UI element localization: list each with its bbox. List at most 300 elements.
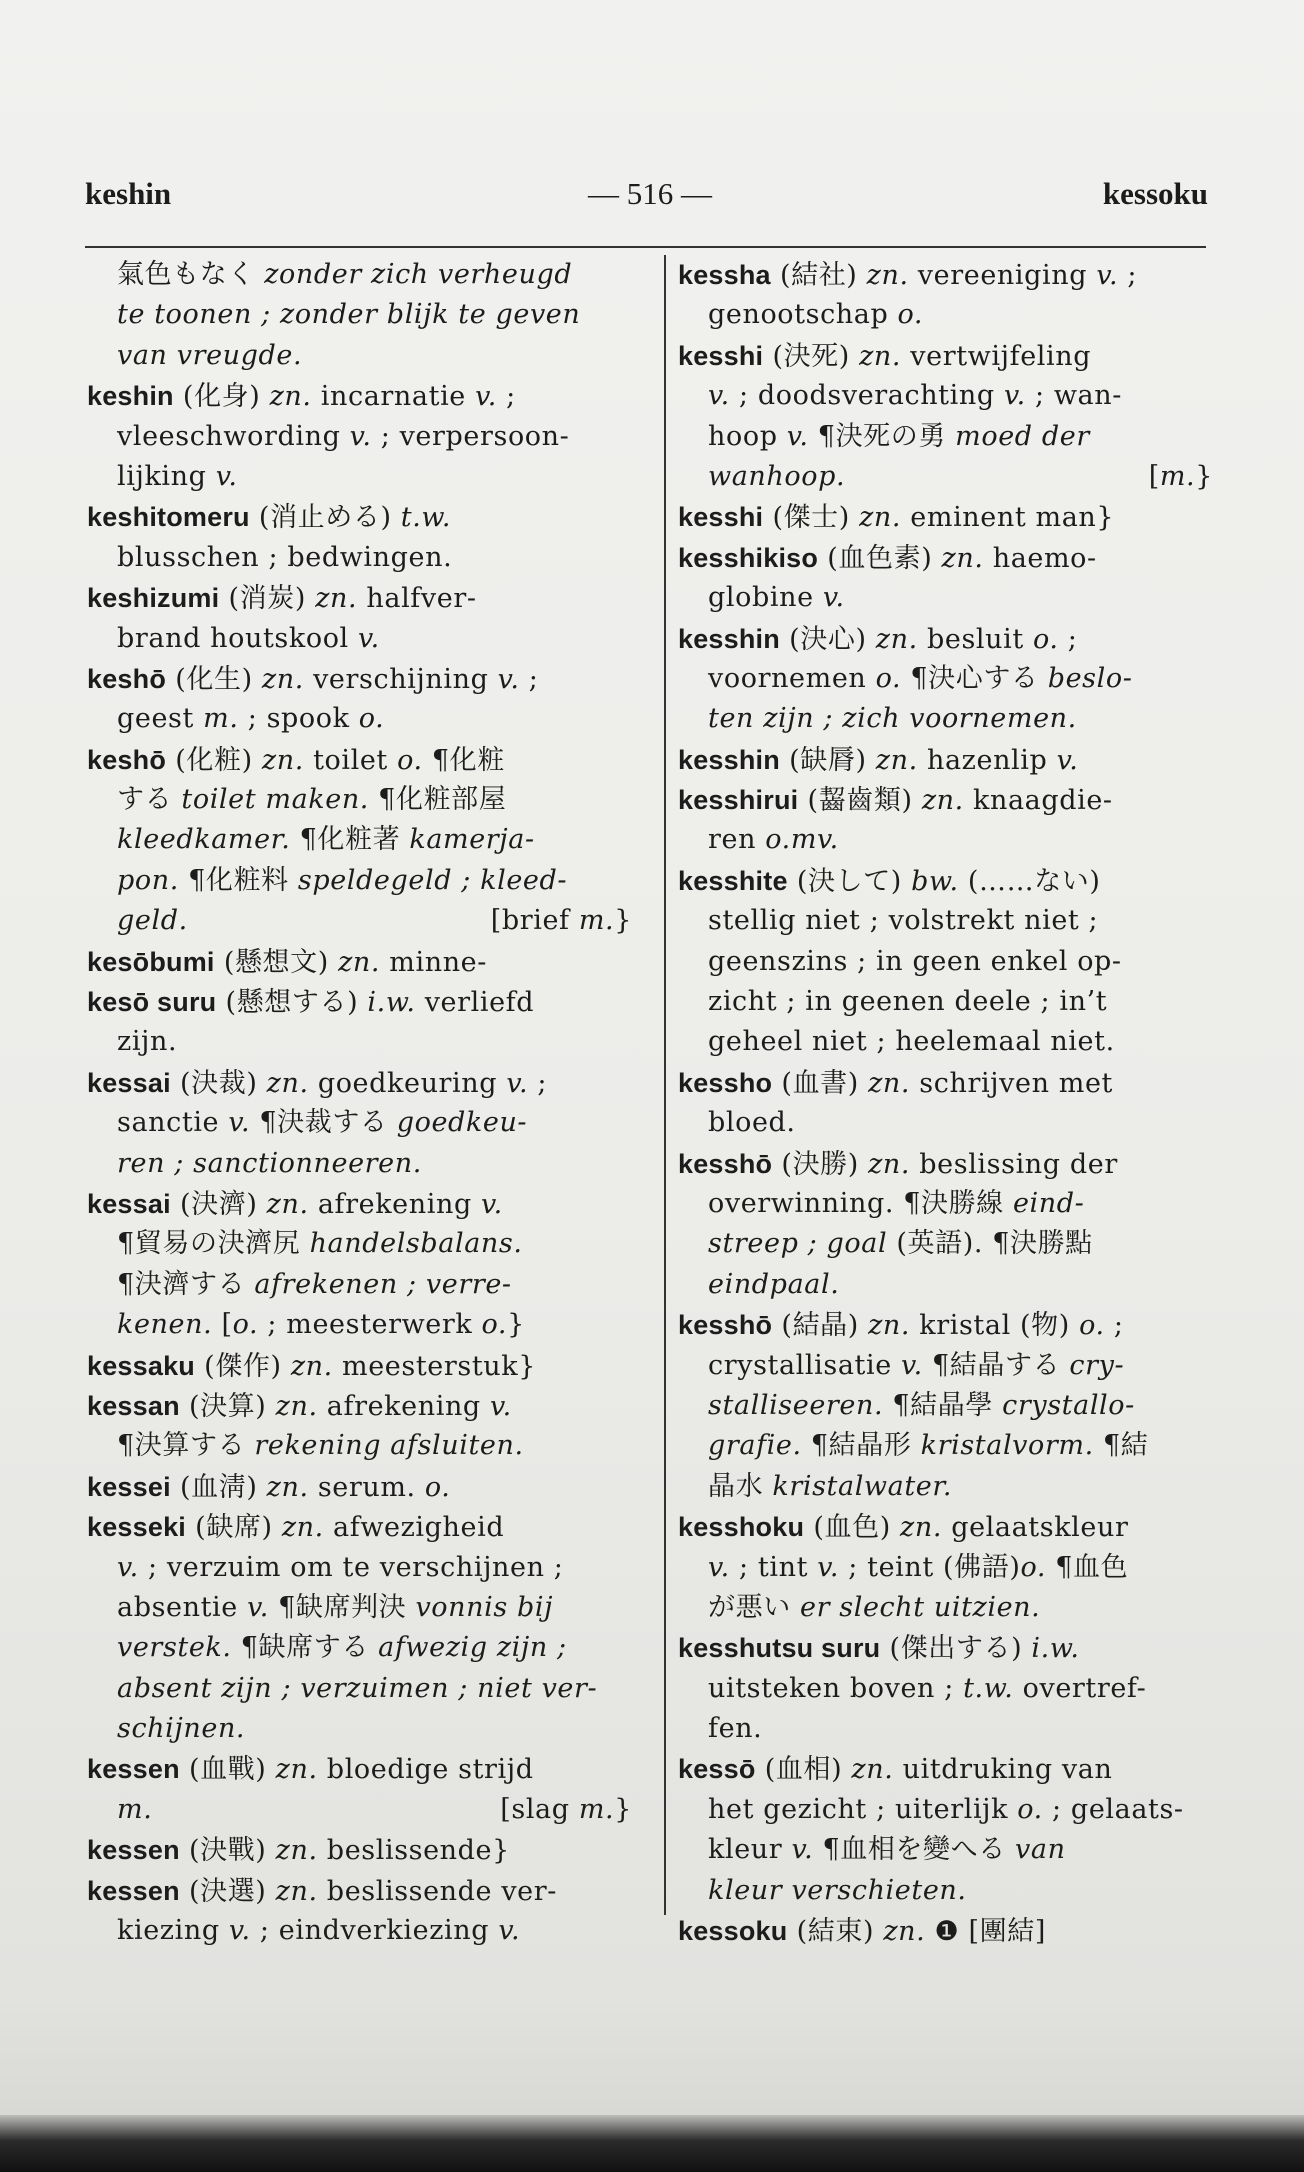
italic-text: o. <box>1079 1310 1105 1342</box>
entry-text: ¶缺席判決 <box>268 1591 416 1623</box>
entry-text: (……ない) <box>958 865 1101 897</box>
entry-continuation-line <box>87 1669 632 1709</box>
entry-text: (缺席) <box>186 1512 282 1544</box>
headword: kessen <box>87 1754 180 1785</box>
entry-text: uitdruking van <box>893 1754 1113 1786</box>
entry-continuation-line <box>87 780 632 820</box>
entry-text: toilet <box>303 744 398 776</box>
entry-text: ¶化粧著 <box>290 824 410 856</box>
entry-text: ; gelaats- <box>1042 1793 1184 1825</box>
entry-continuation-line <box>87 1426 632 1466</box>
entry-text: ; wan- <box>1025 380 1122 412</box>
italic-text: kristalwater. <box>772 1470 953 1502</box>
italic-text: v. <box>506 1067 529 1099</box>
entry-continuation-line <box>678 1103 1213 1143</box>
italic-text: ten zijn ; zich voornemen. <box>708 703 1077 735</box>
entry-line <box>678 1144 1213 1184</box>
entry-text: ; <box>528 1067 548 1099</box>
entry-text: ¶化粧部屋 <box>369 784 507 816</box>
entry-line <box>87 1346 632 1386</box>
italic-text: v. <box>228 1915 251 1947</box>
entry-continuation-line <box>87 1224 632 1264</box>
italic-text: schijnen. <box>117 1713 246 1745</box>
entry-continuation-line <box>678 295 1213 335</box>
headword: kessha <box>678 260 771 290</box>
italic-text: kenen. <box>117 1309 213 1341</box>
italic-text: zn. <box>875 623 918 655</box>
entry-line <box>678 255 1213 295</box>
italic-text: zn. <box>866 260 909 291</box>
italic-text: zn. <box>269 381 312 413</box>
italic-text: er slecht uitzien. <box>799 1591 1041 1623</box>
italic-text: zn. <box>859 340 902 372</box>
italic-text: v. <box>215 460 238 492</box>
italic-text: zonder zich verheugd <box>264 259 573 290</box>
headword: kesshin <box>678 744 780 775</box>
entry-text: ¶血色 <box>1046 1551 1129 1583</box>
entry-text: (結社) <box>770 260 867 291</box>
italic-text: grafie. <box>708 1430 802 1462</box>
entry-text: (結晶) <box>772 1310 869 1342</box>
entry-text: ¶結晶する <box>922 1349 1070 1381</box>
entry-text: het gezicht ; uiterlijk <box>708 1793 1018 1825</box>
italic-text: v. <box>901 1349 923 1381</box>
entry-text: meesterstuk} <box>332 1350 537 1382</box>
headword: keshō <box>87 663 167 694</box>
italic-text: m. <box>1159 460 1196 492</box>
italic-text: ren ; sanctionneeren. <box>117 1147 422 1179</box>
headword: keshō <box>87 744 167 775</box>
entry-text: が悪い <box>708 1591 800 1623</box>
entry-text: (結束) <box>787 1916 884 1948</box>
entry-text: } <box>1195 460 1213 492</box>
italic-text: zn. <box>266 1471 309 1503</box>
headword: kesshō <box>678 1148 773 1179</box>
italic-text: wanhoop. <box>708 460 846 492</box>
entry-text: ¶結晶形 <box>801 1430 921 1462</box>
entry-text: ; <box>1104 1310 1124 1342</box>
italic-text: zn. <box>261 744 304 776</box>
entry-continuation-line <box>678 1830 1213 1870</box>
entry-text: (決算) <box>179 1390 276 1422</box>
entry-continuation-line <box>87 1144 632 1184</box>
italic-text: zn. <box>875 744 918 776</box>
entry-text: (化生) <box>166 663 262 695</box>
headword: kessō <box>678 1754 756 1785</box>
entry-text: (決心) <box>779 623 876 655</box>
italic-text: van <box>1015 1834 1066 1866</box>
left-column <box>87 255 632 1951</box>
entry-text: ¶缺席する <box>231 1632 379 1664</box>
entry-text: besluit <box>917 623 1033 655</box>
entry-text: haemo- <box>983 542 1097 574</box>
entry-text: (傑士) <box>763 502 860 534</box>
entry-continuation-line <box>678 699 1213 739</box>
bracket-continuation <box>500 1790 632 1830</box>
headword: kesshite <box>678 865 788 896</box>
entry-text: sanctie <box>117 1107 229 1139</box>
page-number: — 516 — <box>588 176 712 211</box>
entry-continuation-line <box>87 538 632 578</box>
italic-text: pon. <box>117 864 179 896</box>
entry-text: goedkeuring <box>308 1067 507 1099</box>
entry-text: serum. <box>308 1471 425 1503</box>
headword: kessho <box>678 1067 773 1098</box>
entry-text: ¶決濟する <box>117 1268 255 1300</box>
entry-continuation-line <box>678 1265 1213 1305</box>
italic-text: zn. <box>275 1754 318 1786</box>
entry-continuation-line <box>678 1022 1213 1062</box>
entry-text: (齧齒類) <box>798 785 922 817</box>
entry-text: vertwijfeling <box>901 340 1092 372</box>
entry-text: overtref- <box>1013 1672 1147 1704</box>
entry-continuation-line <box>87 1709 632 1749</box>
bracket-continuation <box>491 901 632 941</box>
entry-continuation-line <box>87 457 632 497</box>
italic-text: afwezig zijn ; <box>378 1632 567 1664</box>
entry-text: beslissende ver- <box>317 1875 557 1907</box>
entry-continuation-line <box>87 1265 632 1305</box>
entry-continuation-line <box>678 376 1213 416</box>
entry-line <box>678 1749 1213 1789</box>
entry-text: (化身) <box>173 381 270 413</box>
entry-text: ¶結 <box>1093 1430 1149 1462</box>
entry-text: geest <box>117 703 204 735</box>
entry-text: kleur <box>708 1834 792 1866</box>
entry-text: 晶水 <box>708 1470 773 1502</box>
column-divider <box>664 255 666 1915</box>
entry-line <box>87 497 632 537</box>
entry-continuation-line <box>678 1709 1213 1749</box>
italic-text: streep ; goal <box>708 1228 888 1260</box>
entry-text: brand houtskool <box>117 622 358 654</box>
italic-text: cry- <box>1069 1349 1125 1381</box>
entry-text: afrekening <box>317 1390 491 1422</box>
italic-text: toilet maken. <box>181 784 369 816</box>
headword: keshitomeru <box>87 502 250 533</box>
page-bottom-edge <box>0 2115 1304 2172</box>
italic-text: te toonen ; zonder blijk te geven <box>117 299 581 331</box>
entry-continuation-line <box>87 1548 632 1588</box>
headword: kesshi <box>678 502 764 533</box>
entry-text: beslissing der <box>910 1148 1118 1180</box>
italic-text: zn. <box>261 663 304 695</box>
entry-line <box>87 578 632 618</box>
italic-text: kleedkamer. <box>117 824 291 856</box>
italic-text: t.w. <box>400 502 452 534</box>
italic-text: bw. <box>911 865 959 897</box>
entry-line <box>87 1467 632 1507</box>
headword: kessei <box>87 1471 171 1502</box>
entry-text: beslissende} <box>317 1835 510 1867</box>
italic-text: v. <box>228 1107 251 1139</box>
entry-text: [brief <box>490 905 579 937</box>
entry-continuation-line <box>678 1386 1213 1426</box>
entry-text: hazenlip <box>917 744 1057 776</box>
italic-text: van vreugde. <box>117 339 303 371</box>
entry-text: (決裁) <box>170 1067 267 1099</box>
entry-continuation-line <box>678 1467 1213 1507</box>
entry-text: zicht ; in geenen deele ; in’t <box>708 986 1108 1018</box>
entry-text: ; eindverkiezing <box>250 1915 499 1947</box>
italic-text: v. <box>791 1834 814 1866</box>
entry-text: afwezigheid <box>323 1512 505 1544</box>
entry-text: (血戰) <box>179 1754 276 1786</box>
entry-continuation-line <box>678 901 1213 941</box>
entry-continuation-line <box>678 1224 1213 1264</box>
entry-line <box>87 659 632 699</box>
italic-text: o. <box>1017 1793 1043 1825</box>
entry-text: ; spook <box>238 703 359 735</box>
entry-continuation-line <box>678 1871 1213 1911</box>
entry-text: (消炭) <box>219 583 316 615</box>
headword: kesseki <box>87 1512 186 1543</box>
entry-text: (決して) <box>787 865 912 897</box>
entry-continuation-line <box>678 417 1213 457</box>
entry-text: lijking <box>117 460 216 492</box>
entry-text: voornemen <box>708 662 876 694</box>
entry-text: ¶結晶學 <box>883 1389 1003 1421</box>
headword: kessoku <box>678 1916 788 1947</box>
entry-continuation-line <box>678 1669 1213 1709</box>
entry-text: ; tint <box>729 1551 818 1583</box>
italic-text: zn. <box>275 1390 318 1422</box>
italic-text: zn. <box>266 1067 309 1099</box>
headword: kessan <box>87 1390 180 1421</box>
italic-text: zn. <box>859 502 902 534</box>
italic-text: v. <box>117 1551 139 1583</box>
italic-text: speldegeld ; kleed- <box>297 864 568 896</box>
headword: kesshikiso <box>678 542 819 573</box>
italic-text: i.w. <box>367 987 416 1019</box>
entry-continuation-line <box>678 1426 1213 1466</box>
headword: kessaku <box>87 1350 195 1381</box>
entry-continuation-line <box>87 1022 632 1062</box>
entry-text: ; verpersoon- <box>371 420 570 452</box>
italic-text: o. <box>397 744 423 776</box>
italic-text: kamerja- <box>409 824 535 856</box>
headword: kesshoku <box>678 1512 805 1543</box>
entry-text: (懸想する) <box>216 987 368 1019</box>
entry-continuation-line <box>678 1184 1213 1224</box>
entry-text: (化粧) <box>166 744 262 776</box>
italic-text: o. <box>424 1471 451 1503</box>
entry-continuation-line <box>678 578 1213 618</box>
entry-text: stellig niet ; volstrekt niet ; <box>708 905 1099 937</box>
entry-continuation-line <box>678 1548 1213 1588</box>
italic-text: v. <box>708 1551 730 1583</box>
italic-text: vonnis bij <box>415 1591 554 1623</box>
entry-text: ¶決死の勇 <box>808 420 956 452</box>
entry-continuation-line <box>678 942 1213 982</box>
italic-text: v. <box>786 420 809 452</box>
entry-text: (血相) <box>755 1754 852 1786</box>
entry-text: knaagdie- <box>963 785 1113 817</box>
entry-line <box>678 1507 1213 1547</box>
headword: keshin <box>87 381 174 412</box>
entry-text: fen. <box>708 1713 763 1745</box>
italic-text: v. <box>708 380 730 412</box>
italic-text: rekening afsluiten. <box>254 1430 524 1462</box>
entry-text: 氣色もなく <box>117 259 265 290</box>
italic-text: zn. <box>315 583 358 615</box>
italic-text: m. <box>117 1793 153 1825</box>
italic-text: i.w. <box>1031 1633 1080 1665</box>
entry-line <box>678 1305 1213 1345</box>
headword: kesshutsu suru <box>678 1633 881 1664</box>
headword: kesshin <box>678 623 780 654</box>
entry-text: ; <box>519 663 539 695</box>
italic-text: zn. <box>921 785 964 817</box>
entry-text: eminent man} <box>901 502 1115 534</box>
entry-text: ; verzuim om te verschijnen ; <box>138 1551 564 1583</box>
italic-text: v. <box>490 1390 512 1422</box>
entry-text: (缺脣) <box>779 744 876 776</box>
entry-text: ; teint (佛語) <box>839 1551 1021 1583</box>
entry-text: ¶化粧 <box>422 744 505 776</box>
italic-text: afrekenen ; verre- <box>254 1268 512 1300</box>
entry-text: ¶決心する <box>901 662 1048 694</box>
italic-text: o. <box>1033 623 1059 655</box>
entry-text: (血色素) <box>818 542 942 574</box>
entry-text: [ <box>212 1309 233 1341</box>
entry-text: ren <box>708 824 766 856</box>
italic-text: v. <box>498 1915 521 1947</box>
entry-continuation-line <box>87 417 632 457</box>
entry-text: incarnatie <box>311 381 476 413</box>
italic-text: zn. <box>275 1875 318 1907</box>
entry-continuation-line <box>87 1911 632 1951</box>
entry-text: globine <box>708 582 823 614</box>
headword: kesshi <box>678 340 764 371</box>
italic-text: zn. <box>290 1350 333 1382</box>
entry-text: (決濟) <box>170 1188 267 1220</box>
entry-line <box>678 538 1213 578</box>
entry-line <box>678 780 1213 820</box>
italic-text: v. <box>822 582 845 614</box>
italic-text: v. <box>497 663 520 695</box>
italic-text: v. <box>1003 380 1026 412</box>
entry-text: ; <box>496 381 516 413</box>
entry-line <box>678 740 1213 780</box>
italic-text: v. <box>817 1551 840 1583</box>
italic-text: o. <box>481 1309 508 1341</box>
entry-continuation-line <box>678 457 1213 497</box>
italic-text: zn. <box>883 1916 926 1948</box>
entry-continuation-line <box>87 255 632 295</box>
italic-text: zn. <box>266 1188 309 1220</box>
italic-text: zn. <box>868 1310 911 1342</box>
entry-line <box>87 1871 632 1911</box>
entry-text: ¶血相を變へる <box>813 1834 1016 1866</box>
entry-text: uitsteken boven ; <box>708 1672 964 1704</box>
entry-text: ¶貿易の決濟尻 <box>117 1228 310 1260</box>
entry-text: schrijven met <box>910 1067 1113 1099</box>
entry-line <box>87 1386 632 1426</box>
entry-text: hoop <box>708 420 787 452</box>
italic-text: zn. <box>868 1148 911 1180</box>
entry-text: zijn. <box>117 1026 178 1058</box>
entry-text: (決勝) <box>772 1148 869 1180</box>
italic-text: o. <box>358 703 385 735</box>
entry-text: ¶決算する <box>117 1430 255 1462</box>
running-header <box>0 176 1304 226</box>
entry-text: する <box>117 784 182 816</box>
italic-text: zn. <box>941 542 984 574</box>
italic-text: v. <box>357 622 380 654</box>
italic-text: o. <box>897 299 924 331</box>
headword: kessai <box>87 1188 171 1219</box>
headword: kesō suru <box>87 987 217 1018</box>
entry-text: ❶ [團結] <box>925 1916 1046 1948</box>
entry-line <box>678 1628 1213 1668</box>
entry-text: ¶化粧料 <box>178 864 298 896</box>
entry-text: (血色) <box>804 1512 901 1544</box>
entry-continuation-line <box>678 659 1213 699</box>
italic-text: verstek. <box>117 1632 232 1664</box>
italic-text: crystallo- <box>1002 1389 1135 1421</box>
italic-text: v. <box>349 420 372 452</box>
entry-text: bloedige strijd <box>317 1754 534 1786</box>
entry-continuation-line <box>87 1305 632 1345</box>
entry-line <box>87 1830 632 1870</box>
italic-text: v. <box>1056 744 1079 776</box>
headword: kesshō <box>678 1310 773 1341</box>
entry-line <box>678 619 1213 659</box>
entry-text: (傑出する) <box>880 1633 1032 1665</box>
italic-text: eindpaal. <box>708 1268 840 1300</box>
entry-text: halfver- <box>357 583 477 615</box>
entry-text: (消止める) <box>249 502 401 534</box>
header-rule <box>85 246 1206 248</box>
entry-text: blusschen ; bedwingen. <box>117 541 453 573</box>
italic-text: o. <box>875 662 902 694</box>
entry-text: overwinning. ¶決勝線 <box>708 1187 1013 1219</box>
entry-text: afrekening <box>308 1188 482 1220</box>
italic-text: beslo- <box>1047 662 1133 694</box>
entry-text: minne- <box>380 946 487 978</box>
entry-text: geheel niet ; heelemaal niet. <box>708 1026 1115 1058</box>
headword: kesōbumi <box>87 946 215 977</box>
italic-text: handelsbalans. <box>309 1228 523 1260</box>
italic-text: zn. <box>338 946 381 978</box>
italic-text: zn. <box>851 1754 894 1786</box>
entry-line <box>87 1063 632 1103</box>
italic-text: absent zijn ; verzuimen ; niet ver- <box>117 1672 598 1704</box>
entry-line <box>87 740 632 780</box>
entry-text: (血書) <box>772 1067 869 1099</box>
entry-text: (傑作) <box>195 1350 291 1382</box>
italic-text: goedkeu- <box>396 1107 528 1139</box>
italic-text: kristalvorm. <box>920 1430 1094 1462</box>
italic-text: zn. <box>900 1512 943 1544</box>
entry-continuation-line <box>87 699 632 739</box>
entry-text: verschijning <box>303 663 498 695</box>
entry-continuation-line <box>87 619 632 659</box>
entry-text: ¶決裁する <box>250 1107 397 1139</box>
entry-text: geenszins ; in geen enkel op- <box>708 945 1122 977</box>
entry-text: (懸想文) <box>214 946 339 978</box>
entry-line <box>87 942 632 982</box>
entry-text: } <box>614 1793 632 1825</box>
italic-text: m. <box>203 703 239 735</box>
italic-text: v. <box>1096 260 1119 291</box>
entry-continuation-line <box>87 295 632 335</box>
italic-text: zn. <box>281 1512 324 1544</box>
italic-text: moed der <box>955 420 1090 452</box>
italic-text: zn. <box>868 1067 911 1099</box>
entry-continuation-line <box>678 820 1213 860</box>
